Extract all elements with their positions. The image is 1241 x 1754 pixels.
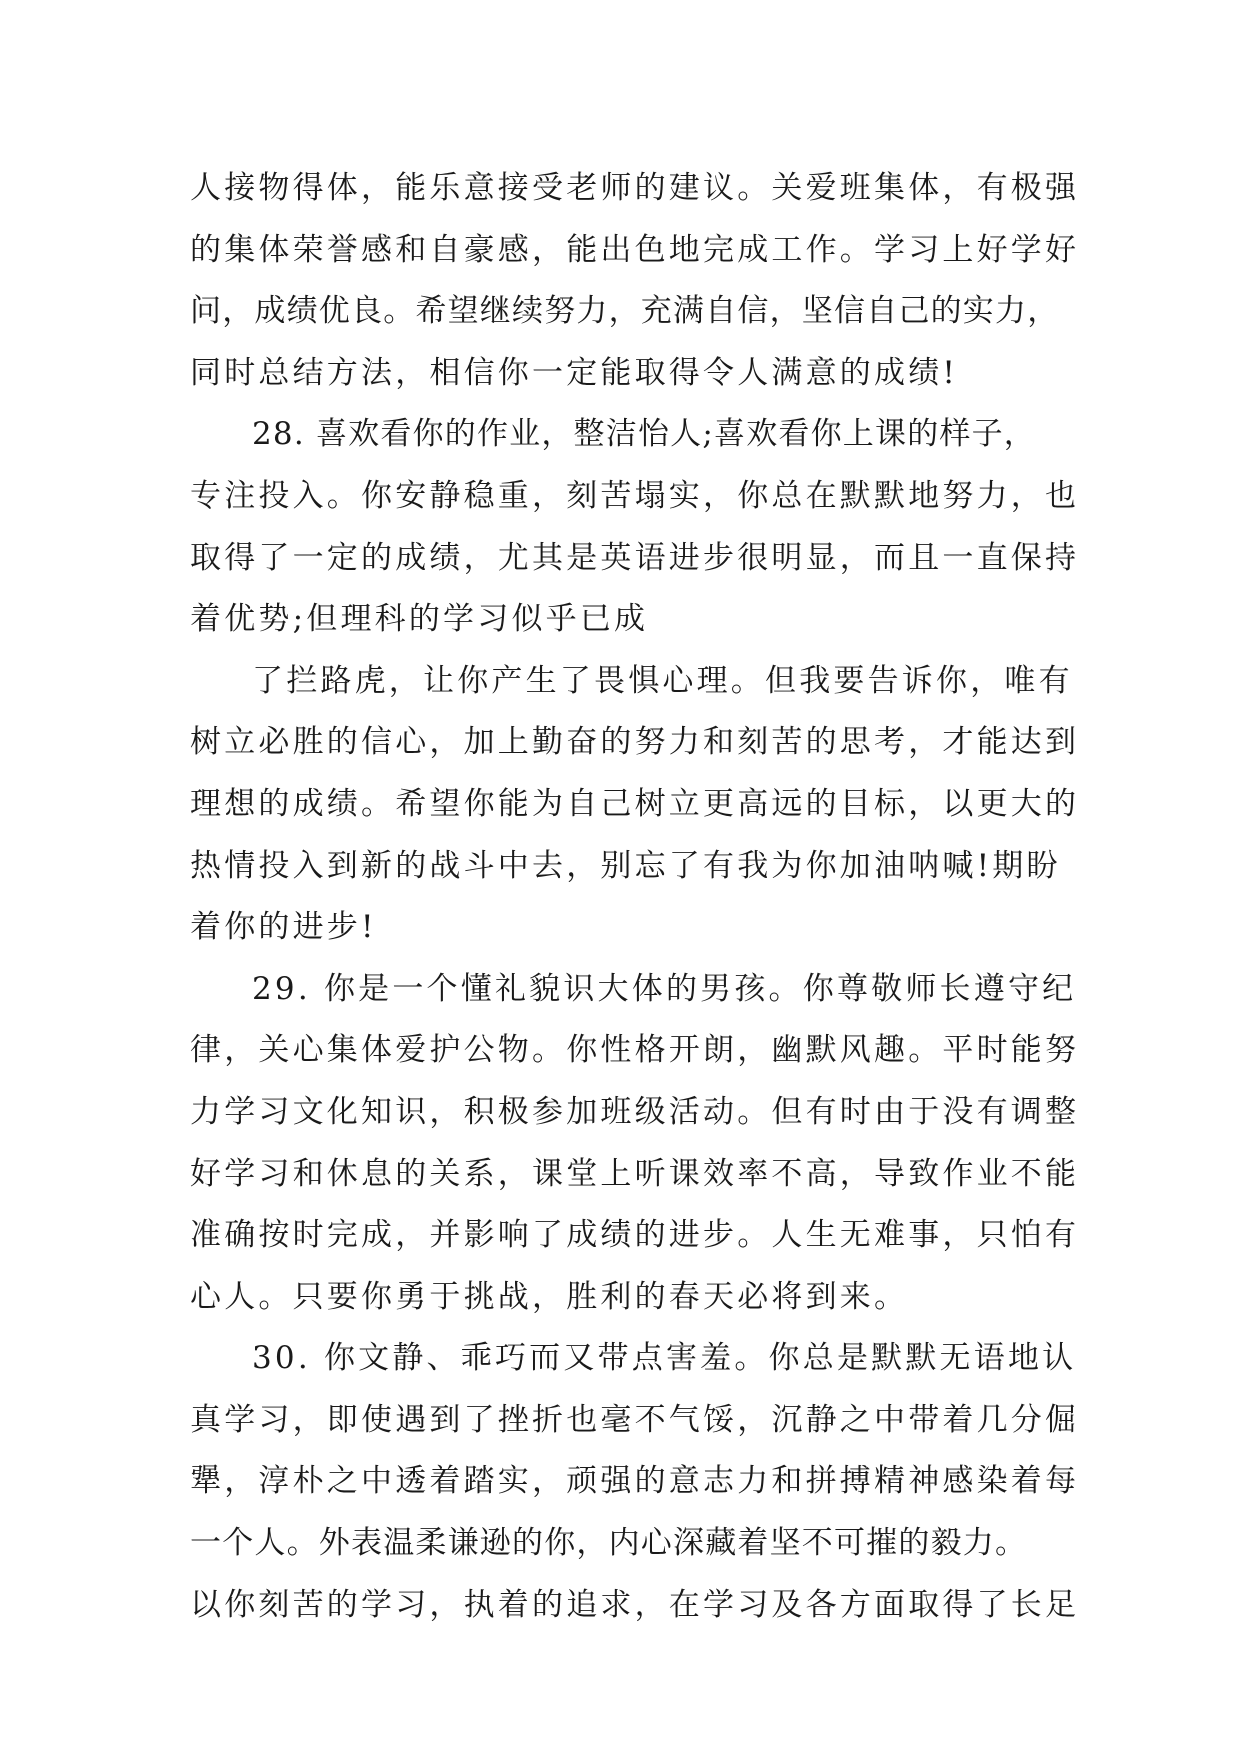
text-line: 力学习文化知识，积极参加班级活动。但有时由于没有调整 bbox=[190, 1093, 1080, 1130]
paragraph-continuation: 了拦路虎，让你产生了畏惧心理。但我要告诉你，唯有 bbox=[252, 662, 1073, 699]
text-line: 问，成绩优良。希望继续努力，充满自信，坚信自己的实力， bbox=[190, 293, 1060, 330]
text-line: 一个人。外表温柔谦逊的你，内心深藏着坚不可摧的毅力。 bbox=[190, 1525, 1028, 1562]
text-line: 同时总结方法，相信你一定能取得令人满意的成绩! bbox=[190, 354, 959, 391]
text-line: 律，关心集体爱护公物。你性格开朗，幽默风趣。平时能努 bbox=[190, 1032, 1080, 1069]
text-line: 心人。只要你勇于挑战，胜利的春天必将到来。 bbox=[190, 1278, 909, 1315]
text-line: 专注投入。你安静稳重，刻苦塌实，你总在默默地努力，也 bbox=[190, 477, 1080, 514]
text-line: 取得了一定的成绩，尤其是英语进步很明显，而且一直保持 bbox=[190, 539, 1080, 576]
paragraph-30-start: 30. 你文静、乖巧而又带点害羞。你总是默默无语地认 bbox=[252, 1340, 1077, 1377]
text-line: 着你的进步! bbox=[190, 909, 377, 946]
text-line: 真学习，即使遇到了挫折也毫不气馁，沉静之中带着几分倔 bbox=[190, 1401, 1080, 1438]
text-line: 以你刻苦的学习，执着的追求，在学习及各方面取得了长足 bbox=[190, 1586, 1080, 1623]
text-line: 的集体荣誉感和自豪感，能出色地完成工作。学习上好学好 bbox=[190, 231, 1080, 268]
text-line: 准确按时完成，并影响了成绩的进步。人生无难事，只怕有 bbox=[190, 1217, 1080, 1254]
paragraph-29-start: 29. 你是一个懂礼貌识大体的男孩。你尊敬师长遵守纪 bbox=[252, 970, 1077, 1007]
text-line: 着优势;但理科的学习似乎已成 bbox=[190, 601, 649, 638]
text-line: 人接物得体，能乐意接受老师的建议。关爱班集体，有极强 bbox=[190, 170, 1080, 206]
text-line: 理想的成绩。希望你能为自己树立更高远的目标，以更大的 bbox=[190, 785, 1080, 822]
text-line: 犟，淳朴之中透着踏实，顽强的意志力和拼搏精神感染着每 bbox=[190, 1463, 1080, 1500]
body-text bbox=[190, 158, 1080, 1636]
paragraph-28-start: 28. 喜欢看你的作业，整洁怡人;喜欢看你上课的样子， bbox=[252, 416, 1036, 453]
text-line: 好学习和休息的关系，课堂上听课效率不高，导致作业不能 bbox=[190, 1155, 1080, 1192]
text-line: 热情投入到新的战斗中去，别忘了有我为你加油呐喊!期盼 bbox=[190, 847, 1061, 884]
text-line: 树立必胜的信心，加上勤奋的努力和刻苦的思考，才能达到 bbox=[190, 724, 1080, 761]
